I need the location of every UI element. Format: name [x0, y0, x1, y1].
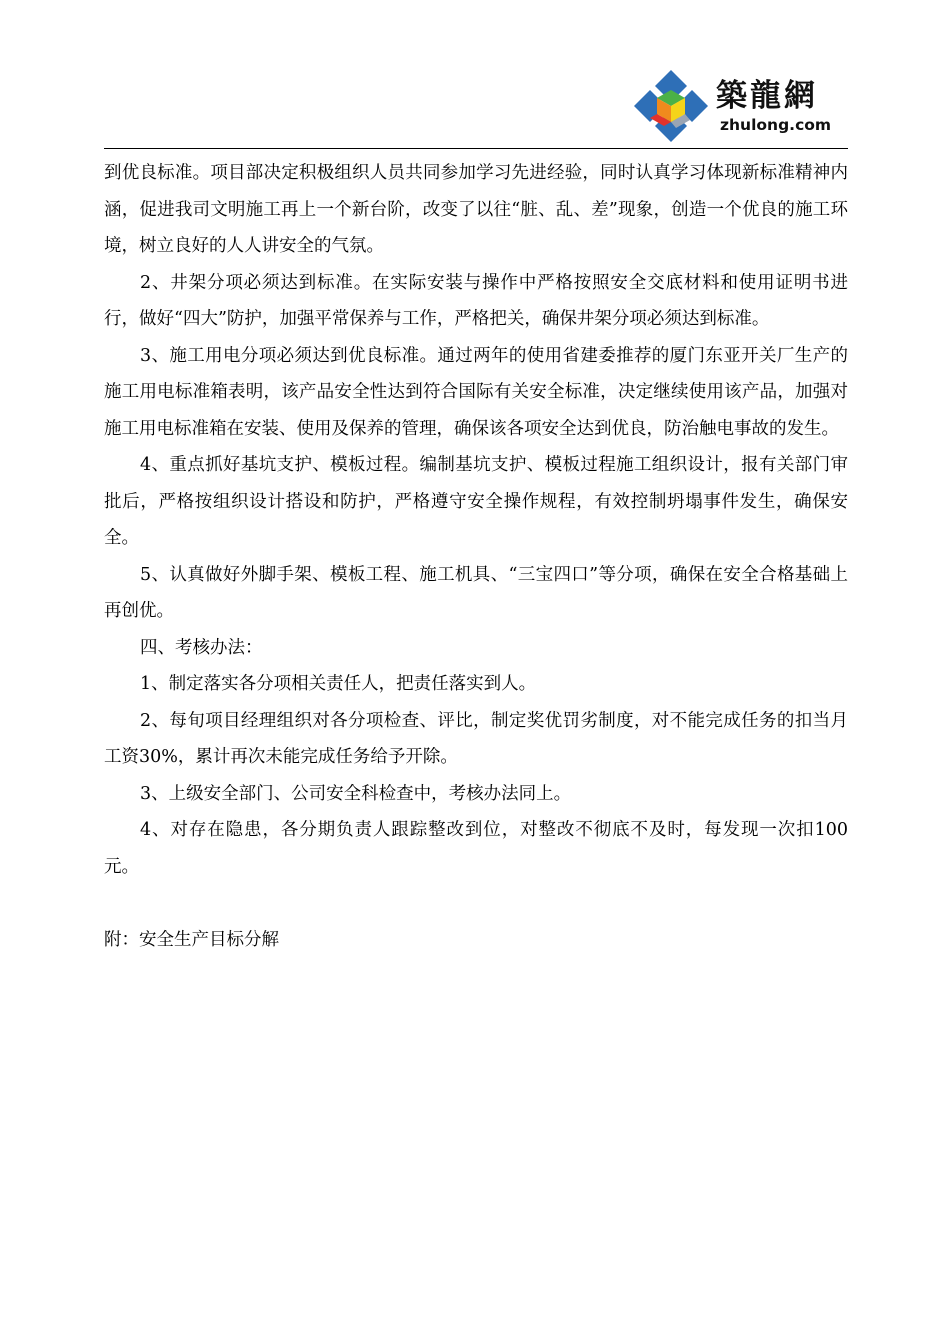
- assessment-item-2: 2、每旬项目经理组织对各分项检查、评比，制定奖优罚劣制度，对不能完成任务的扣当月工资30%，累计再次未能完成任务给予开除。: [104, 710, 848, 767]
- header-divider: [104, 148, 848, 149]
- paragraph-item-5: 5、认真做好外脚手架、模板工程、施工机具、“三宝四口”等分项，确保在安全合格基础上再创优。: [104, 564, 848, 621]
- assessment-item-3: 3、上级安全部门、公司安全科检查中，考核办法同上。: [140, 783, 572, 804]
- logo-chinese-text: 築龍網: [716, 78, 818, 114]
- paragraph-continuation: 到优良标准。项目部决定积极组织人员共同参加学习先进经验，同时认真学习体现新标准精神内涵，促进我司文明施工再上一个新台阶，改变了以往“脏、乱、差”现象，创造一个优良的施工环境，树立良好的人人讲安全的气氛。: [104, 163, 848, 256]
- zhulong-cube-logo-icon: [632, 68, 710, 144]
- assessment-item-4: 4、对存在隐患，各分期负责人跟踪整改到位，对整改不彻底不及时，每发现一次扣100元。: [104, 820, 848, 877]
- zhulong-logo: [632, 66, 846, 146]
- paragraph-item-4: 4、重点抓好基坑支护、模板过程。编制基坑支护、模板过程施工组织设计，报有关部门审批后，严格按组织设计搭设和防护，严格遵守安全操作规程，有效控制坍塌事件发生，确保安全。: [104, 455, 848, 548]
- logo-domain-text: zhulong.com: [720, 116, 832, 134]
- paragraph-item-3: 3、施工用电分项必须达到优良标准。通过两年的使用省建委推荐的厦门东亚开关厂生产的施工用电标准箱表明，该产品安全性达到符合国际有关安全标准，决定继续使用该产品，加强对施工用电标准箱在安装、使用及保养的管理，确保该各项安全达到优良，防治触电事故的发生。: [104, 345, 848, 439]
- assessment-item-1: 1、制定落实各分项相关责任人，把责任落实到人。: [140, 674, 537, 694]
- paragraph-item-2: 2、井架分项必须达到标准。在实际安装与操作中严格按照安全交底材料和使用证明书进行，做好“四大”防护，加强平常保养与工作，严格把关，确保井架分项必须达到标准。: [104, 272, 848, 329]
- section-heading-assessment: 四、考核办法：: [140, 637, 263, 658]
- document-body: [104, 155, 848, 958]
- appendix-note: 附：安全生产目标分解: [104, 929, 279, 950]
